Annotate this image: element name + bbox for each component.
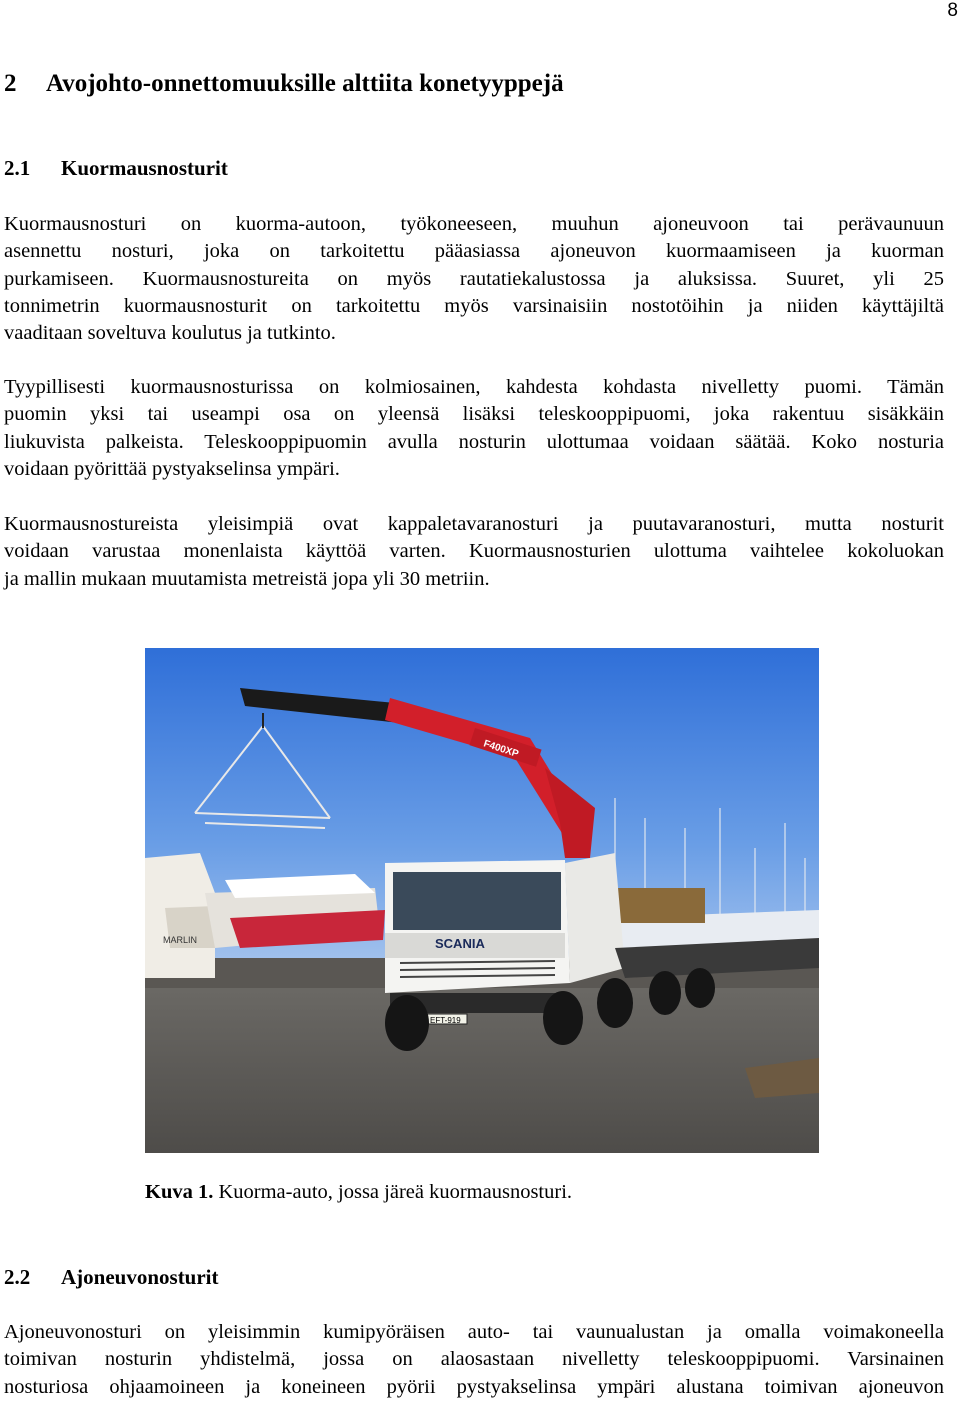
text-line: Tyypillisesti kuormausnosturissa on kolmiosainen, kahdesta kohdasta nivelletty puomi. Tämän [4, 376, 944, 398]
text-line: asennettu nosturi, joka on tarkoitettu pääasiassa ajoneuvon kuormaamiseen ja kuorman [4, 240, 944, 263]
truck-crane-photo [145, 648, 819, 1153]
section-heading-2-1 [4, 156, 228, 181]
chapter-heading [4, 70, 564, 98]
truck-brand-text: SCANIA [435, 936, 485, 951]
section-number: 2.2 [4, 1265, 31, 1289]
section-title: Ajoneuvonosturit [61, 1265, 219, 1289]
text-line: nosturiosa ohjaamoineen ja koneineen pyörii pystyakselinsa ympäri alustana toimivan ajoneuvon [4, 1375, 944, 1398]
page-number: 8 [947, 0, 958, 21]
chapter-number: 2 [4, 70, 17, 97]
section-title: Kuormausnosturit [61, 156, 228, 180]
truck-side [565, 853, 625, 983]
wooden-crate [615, 888, 705, 923]
text-line: voidaan varustaa monenlaista käyttöä varten. Kuormausnosturien ulottuma vaihtelee kokoluokan [4, 540, 944, 563]
caption-label: Kuva 1. [145, 1181, 214, 1203]
text-line: puomin yksi tai useampi osa on yleensä lisäksi teleskooppipuomi, joka rakentuu sisäkkäin [4, 403, 944, 426]
text-line: ja mallin mukaan muutamista metreistä jopa yli 30 metriin. [4, 567, 490, 590]
chapter-title: Avojohto-onnettomuuksille alttiita konetyyppejä [46, 70, 564, 97]
paragraph-2-1-1 [4, 211, 944, 347]
figure-caption [145, 1181, 572, 1204]
paragraph-2-1-3 [4, 511, 944, 593]
paragraph-2-2-1 [4, 1319, 944, 1401]
text-line: vaaditaan soveltuva koulutus ja tutkinto. [4, 322, 336, 345]
boat-name: MARLIN [163, 935, 198, 945]
text-line: Kuormausnostureista yleisimpiä ovat kappaletavaranosturi ja puutavaranosturi, mutta nosturit [4, 513, 944, 535]
text-line: tonnimetrin kuormausnosturit on tarkoitettu myös varsinaisiin nostotöihin ja niiden käyttäjiltä [4, 294, 944, 317]
crane-model-text: F400XP [482, 738, 520, 761]
text-line: liukuvista palkeista. Teleskooppipuomin avulla nosturin ulottumaa voidaan säätää. Koko nosturia [4, 430, 944, 453]
text-line: voidaan pyörittää pystyakselinsa ympäri. [4, 457, 340, 480]
text-line: toimivan nosturin yhdistelmä, jossa on alaosastaan nivelletty teleskooppipuomi. Varsinainen [4, 1348, 944, 1371]
license-plate: EFT-919 [430, 1016, 461, 1025]
text-line: Ajoneuvonosturi on yleisimmin kumipyöräisen auto- tai vaunualustan ja omalla voimakoneella [4, 1321, 944, 1343]
section-number: 2.1 [4, 156, 31, 180]
caption-text: Kuorma-auto, jossa järeä kuormausnosturi. [213, 1181, 573, 1203]
text-line: Kuormausnosturi on kuorma-autoon, työkoneeseen, muuhun ajoneuvoon tai perävaunuun [4, 213, 944, 235]
section-heading-2-2 [4, 1265, 219, 1290]
text-line: purkamiseen. Kuormausnostureita on myös rautatiekalustossa ja aluksissa. Suuret, yli 25 [4, 267, 944, 290]
paragraph-2-1-2 [4, 374, 944, 483]
